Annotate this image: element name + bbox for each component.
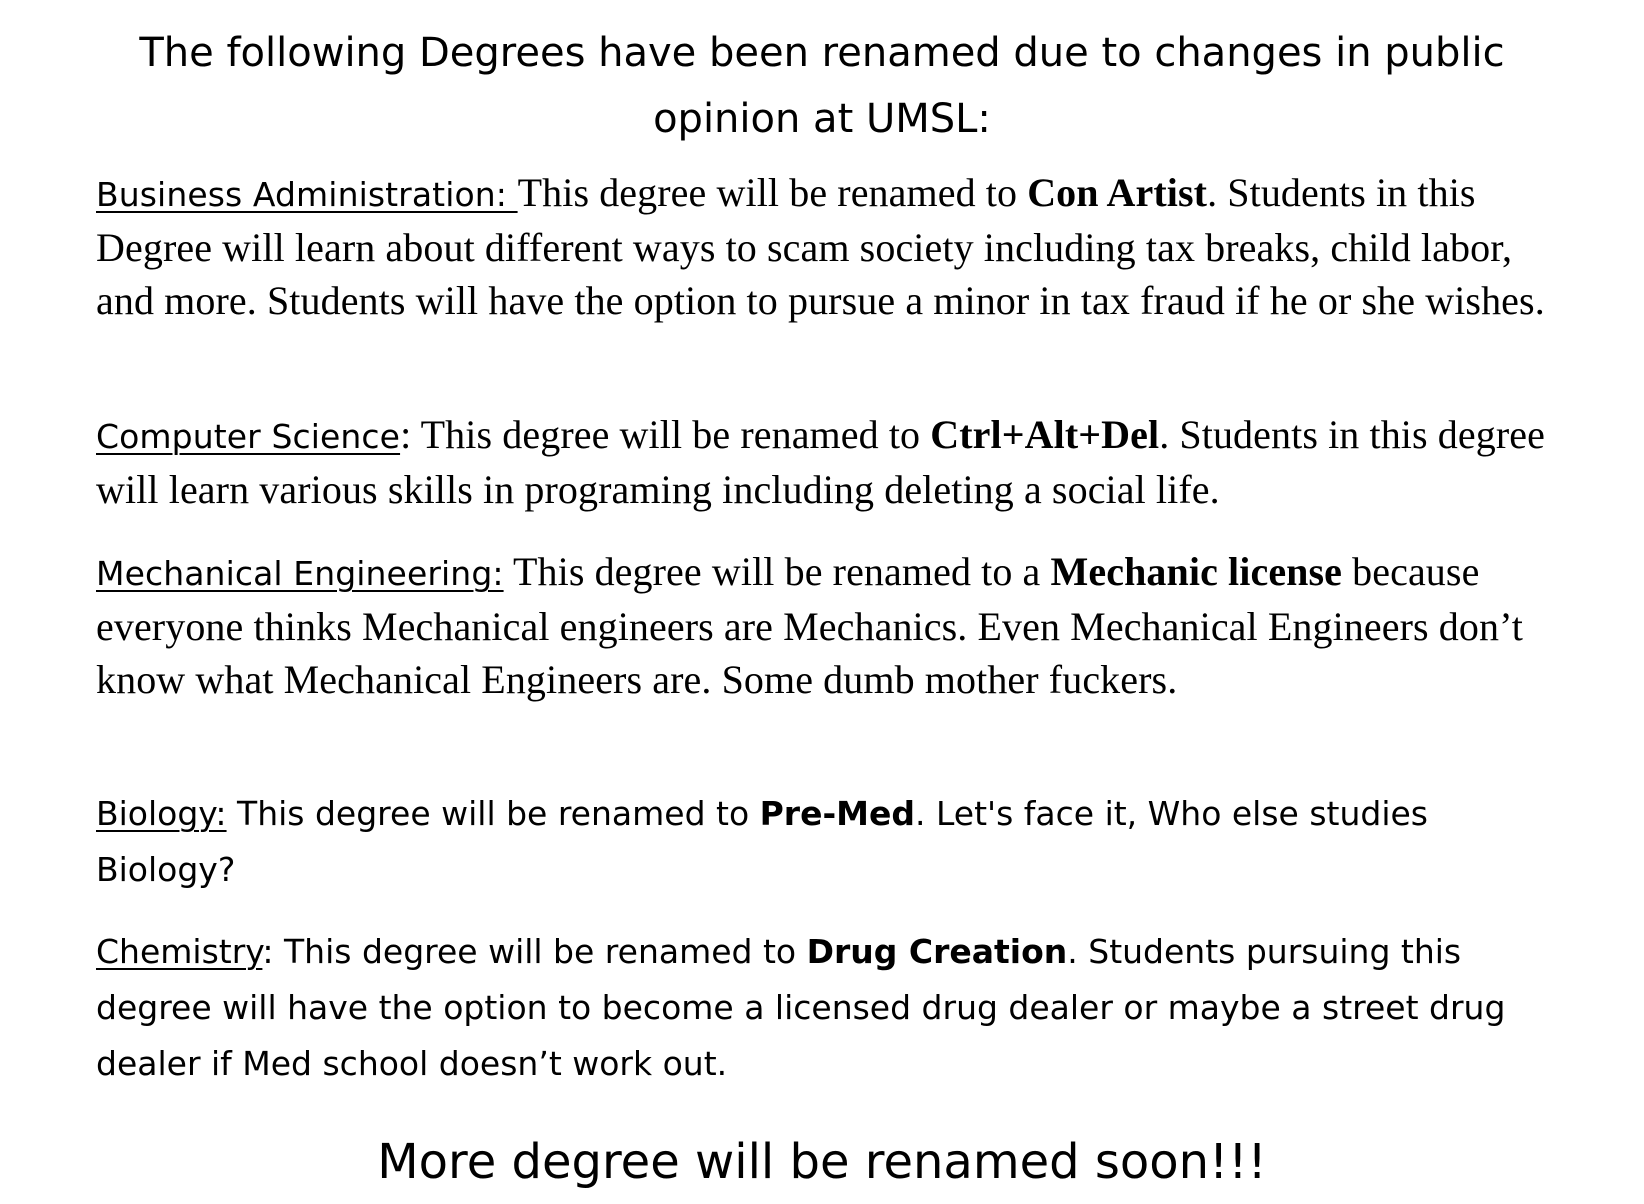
entry-chemistry — [96, 924, 1556, 1092]
entry-label: Business Administration: — [96, 175, 518, 214]
entry-new-degree-name: Pre-Med — [759, 794, 916, 833]
entry-text-after: . Students in this Degree will learn about different ways to scam society including tax breaks, child labor, and more. Students will have the option to pursue a minor in tax fraud if he or she wishes. — [96, 170, 1545, 323]
entry-text-after: because everyone thinks Mechanical engineers are Mechanics. Even Mechanical Engineers don’t know what Mechanical Engineers are. Some dumb mother fuckers. — [96, 549, 1523, 702]
entry-label: Biology: — [96, 794, 227, 833]
entry-new-degree-name: Con Artist — [1027, 170, 1208, 215]
document-title: The following Degrees have been renamed due to changes in public opinion at UMSL: — [139, 30, 1505, 142]
entry-text-after: . Let's face it, Who else studies Biology? — [96, 794, 1428, 889]
entry-text-before: This degree will be renamed to — [226, 794, 760, 833]
entry-text-before: : This degree will be renamed to — [400, 412, 931, 457]
entry-text-before: : This degree will be renamed to — [262, 932, 807, 971]
entry-new-degree-name: Mechanic license — [1050, 549, 1343, 594]
entry-business-administration — [96, 166, 1556, 327]
entry-text-after: . Students in this degree will learn various skills in programing including deleting a social life. — [96, 412, 1545, 512]
entry-biology — [96, 786, 1556, 898]
entry-label: Computer Science — [96, 417, 401, 456]
footer-announcement: More degree will be renamed soon!!! — [377, 1134, 1267, 1190]
entry-new-degree-name: Drug Creation — [806, 932, 1068, 971]
entry-computer-science — [96, 408, 1556, 516]
entry-text-before: This degree will be renamed to — [517, 170, 1028, 215]
entry-label: Mechanical Engineering: — [96, 554, 504, 593]
entry-new-degree-name: Ctrl+Alt+Del — [930, 412, 1160, 457]
entry-text-before: This degree will be renamed to a — [503, 549, 1051, 594]
entry-text-after: . Students pursuing this degree will have the option to become a licensed drug dealer or maybe a street drug dealer if Med school doesn’t work out. — [96, 932, 1506, 1083]
entry-mechanical-engineering — [96, 545, 1556, 706]
entry-label: Chemistry — [96, 932, 263, 971]
